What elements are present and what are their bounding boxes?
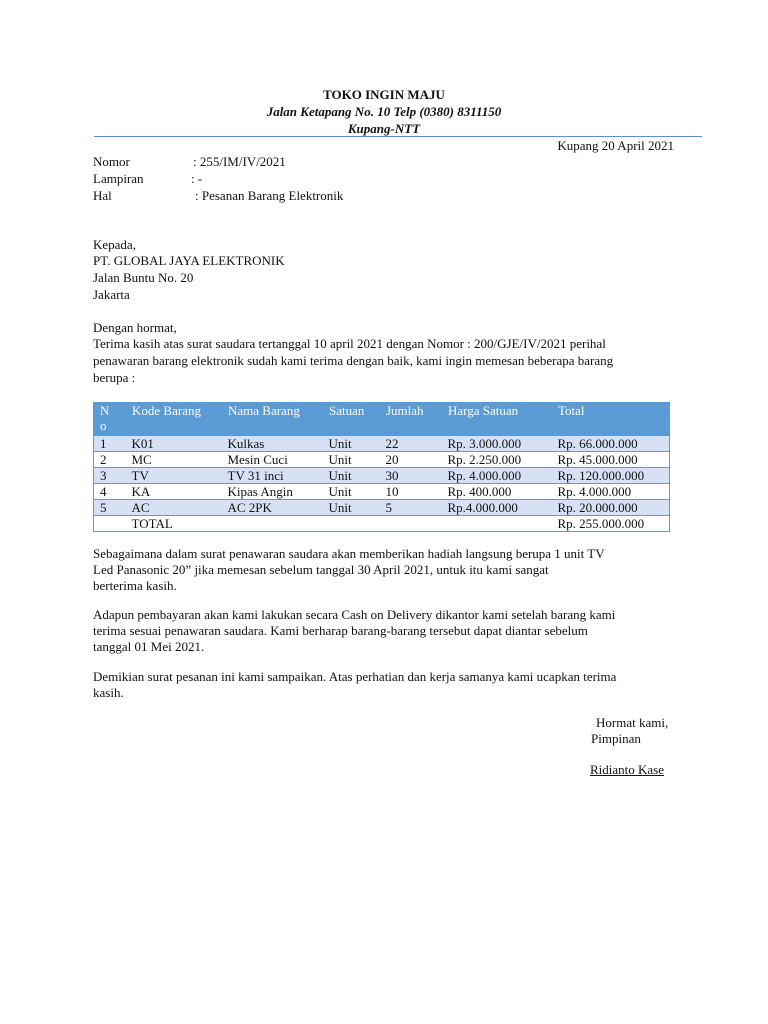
table-header-row	[94, 403, 670, 436]
cell-harga: Rp. 3.000.000	[442, 436, 552, 452]
col-header-nama: Nama Barang	[222, 403, 323, 436]
paragraph-line: tanggal 01 Mei 2021.	[93, 639, 205, 654]
col-header-total: Total	[552, 403, 670, 436]
total-label: TOTAL	[126, 516, 222, 532]
cell-total: Rp. 120.000.000	[552, 468, 670, 484]
cell-kode: TV	[126, 468, 222, 484]
cell-jumlah: 5	[380, 500, 442, 516]
cell-harga: Rp. 400.000	[442, 484, 552, 500]
paragraph-line: berterima kasih.	[93, 578, 177, 593]
cell-nama: Kulkas	[222, 436, 323, 452]
cell-no: 3	[94, 468, 126, 484]
recipient-address: Jalan Buntu No. 20	[93, 270, 194, 285]
recipient-city: Jakarta	[93, 287, 130, 302]
cell-nama: Mesin Cuci	[222, 452, 323, 468]
meta-label-lampiran: Lampiran	[93, 171, 144, 186]
col-header-jumlah: Jumlah	[380, 403, 442, 436]
cell-empty	[222, 516, 323, 532]
cell-kode: K01	[126, 436, 222, 452]
paragraph-line: kasih.	[93, 685, 124, 700]
cell-no: 5	[94, 500, 126, 516]
table-row	[94, 468, 670, 484]
cell-jumlah: 30	[380, 468, 442, 484]
recipient-company: PT. GLOBAL JAYA ELEKTRONIK	[93, 253, 285, 268]
cell-satuan: Unit	[323, 436, 380, 452]
col-header-harga: Harga Satuan	[442, 403, 552, 436]
company-address: Jalan Ketapang No. 10 Telp (0380) 8311150	[266, 104, 502, 119]
cell-jumlah: 20	[380, 452, 442, 468]
cell-harga: Rp. 4.000.000	[442, 468, 552, 484]
cell-harga: Rp.4.000.000	[442, 500, 552, 516]
meta-label-hal: Hal	[93, 188, 112, 203]
cell-jumlah: 22	[380, 436, 442, 452]
cell-satuan: Unit	[323, 500, 380, 516]
cell-nama: AC 2PK	[222, 500, 323, 516]
total-value: Rp. 255.000.000	[552, 516, 670, 532]
cell-satuan: Unit	[323, 468, 380, 484]
cell-no: 1	[94, 436, 126, 452]
paragraph-line: terima sesuai penawaran saudara. Kami berharap barang-barang tersebut dapat diantar sebelum	[93, 623, 588, 638]
col-header-kode: Kode Barang	[126, 403, 222, 436]
signature-title: Pimpinan	[591, 731, 641, 746]
cell-kode: MC	[126, 452, 222, 468]
cell-empty	[380, 516, 442, 532]
paragraph-line: Adapun pembayaran akan kami lakukan secara Cash on Delivery dikantor kami setelah barang kami	[93, 607, 616, 622]
intro-line: Terima kasih atas surat saudara tertanggal 10 april 2021 dengan Nomor : 200/GJE/IV/2021 perihal	[93, 336, 606, 351]
table-row	[94, 484, 670, 500]
col-header-no: N o	[94, 403, 126, 436]
letter-date: Kupang 20 April 2021	[557, 138, 674, 153]
order-table	[93, 402, 670, 532]
salutation: Dengan hormat,	[93, 320, 177, 335]
cell-no: 2	[94, 452, 126, 468]
cell-total: Rp. 45.000.000	[552, 452, 670, 468]
meta-value-lampiran-text: : -	[191, 171, 203, 186]
paragraph-line: Sebagaimana dalam surat penawaran saudara akan memberikan hadiah langsung berupa 1 unit TV	[93, 546, 605, 561]
signature-name: Ridianto Kase	[590, 762, 665, 777]
paragraph-line: Led Panasonic 20” jika memesan sebelum tanggal 30 April 2021, untuk itu kami sangat	[93, 562, 549, 577]
cell-empty	[94, 516, 126, 532]
cell-total: Rp. 20.000.000	[552, 500, 670, 516]
cell-empty	[442, 516, 552, 532]
paragraph-line: Demikian surat pesanan ini kami sampaikan. Atas perhatian dan kerja samanya kami ucapkan terima	[93, 669, 617, 684]
cell-jumlah: 10	[380, 484, 442, 500]
cell-kode: AC	[126, 500, 222, 516]
table-row	[94, 436, 670, 452]
meta-value-hal: : Pesanan Barang Elektronik	[195, 188, 344, 203]
cell-satuan: Unit	[323, 452, 380, 468]
col-header-satuan: Satuan	[323, 403, 380, 436]
company-city: Kupang-NTT	[347, 121, 421, 136]
cell-empty	[323, 516, 380, 532]
recipient-greeting: Kepada,	[93, 237, 136, 252]
cell-nama: Kipas Angin	[222, 484, 323, 500]
signature-closing: Hormat kami,	[596, 715, 669, 730]
cell-kode: KA	[126, 484, 222, 500]
cell-harga: Rp. 2.250.000	[442, 452, 552, 468]
cell-nama: TV 31 inci	[222, 468, 323, 484]
meta-label-nomor: Nomor	[93, 154, 130, 169]
table-row	[94, 452, 670, 468]
cell-total: Rp. 66.000.000	[552, 436, 670, 452]
table-row	[94, 500, 670, 516]
table-total-row	[94, 516, 670, 532]
cell-satuan: Unit	[323, 484, 380, 500]
meta-value-nomor: : 255/IM/IV/2021	[193, 154, 286, 169]
intro-line: berupa :	[93, 370, 136, 385]
cell-total: Rp. 4.000.000	[552, 484, 670, 500]
intro-line: penawaran barang elektronik sudah kami terima dengan baik, kami ingin memesan beberapa barang	[93, 353, 614, 368]
cell-no: 4	[94, 484, 126, 500]
company-name: TOKO INGIN MAJU	[323, 87, 445, 102]
